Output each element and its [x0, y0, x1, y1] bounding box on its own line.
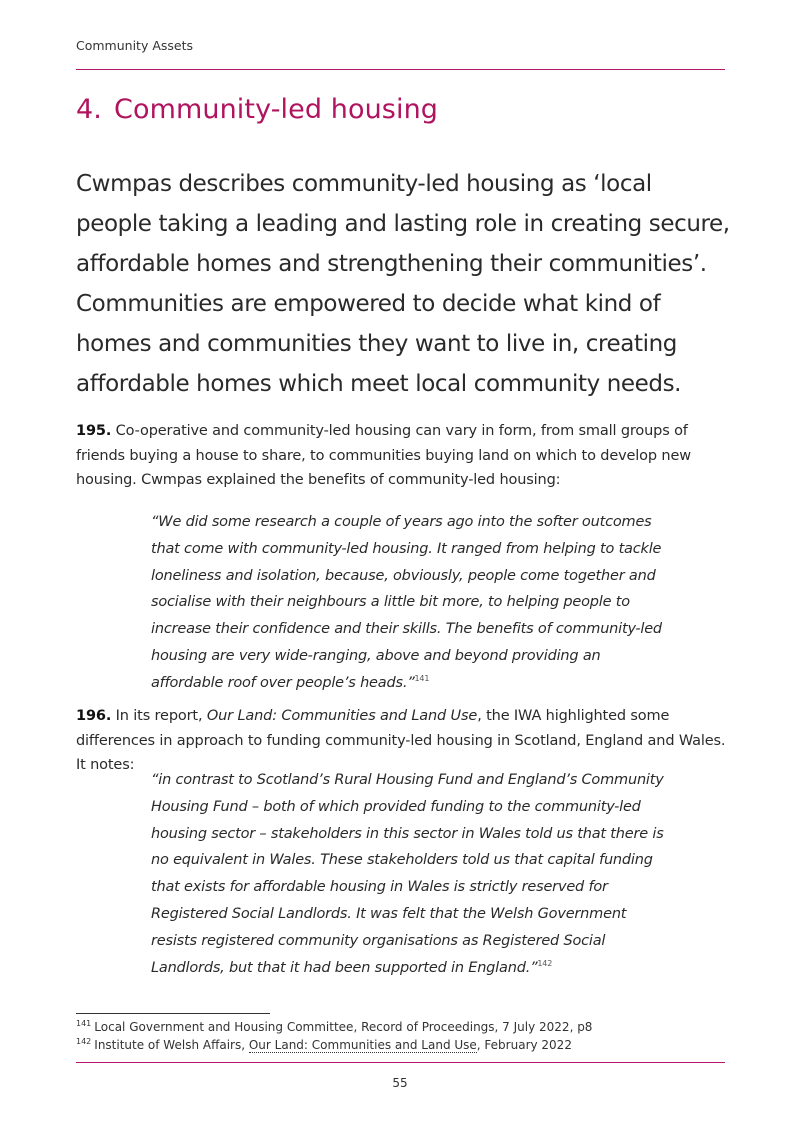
- section-heading: [76, 94, 438, 125]
- running-header: Community Assets: [76, 38, 193, 53]
- footnote-ref[interactable]: 141: [414, 673, 430, 683]
- section-title: Community-led housing: [114, 94, 439, 125]
- footnote-number: 142: [76, 1037, 92, 1046]
- lead-paragraph: Cwmpas describes community-led housing as ‘local people taking a leading and lasting role in creating secure, affordable homes and strengthening their communities’. Communities are empowered to decide what kind of homes and communities they want to live in, creating affordable homes which meet local community needs.: [76, 171, 730, 397]
- footnote-text-after: , February 2022: [476, 1038, 572, 1052]
- footnote-text-before: Institute of Welsh Affairs,: [94, 1038, 246, 1052]
- quote-block: [151, 767, 671, 981]
- paragraph-text-after: , the IWA highlighted some differences in approach to funding community-led housing in Scotland, England and Wales. It notes:: [76, 708, 726, 773]
- footnote-142: [76, 1036, 726, 1054]
- footnote-141: [76, 1018, 726, 1036]
- footnote-ref[interactable]: 142: [537, 958, 553, 968]
- footnote-divider: [76, 1013, 270, 1014]
- paragraph-text: Co-operative and community-led housing can vary in form, from small groups of friends buying a house to share, to communities buying land on which to develop new housing. Cwmpas explained the benefits of community-led housing:: [76, 423, 691, 488]
- footnote-link[interactable]: Our Land: Communities and Land Use: [248, 1038, 477, 1052]
- quote-text: “in contrast to Scotland’s Rural Housing Fund and England’s Community Housing Fund – both of which provided funding to the community-led housing sector – stakeholders in this sector in Wales told us that there is no equivalent in Wales. These stakeholders told us that capital funding that exists for affordable housing in Wales is strictly reserved for Registered Social Landlords. It was felt that the Welsh Government resists registered community organisations as Registered Social Landlords, but that it had been supported in England.”: [151, 772, 664, 976]
- footer-divider: [76, 1062, 725, 1063]
- header-divider: [76, 69, 725, 70]
- paragraph-195: [76, 419, 728, 493]
- paragraph-text-before: In its report,: [115, 708, 203, 724]
- footnote-text: Local Government and Housing Committee, Record of Proceedings, 7 July 2022, p8: [94, 1020, 593, 1034]
- footnote-number: 141: [76, 1019, 92, 1028]
- report-title: Our Land: Communities and Land Use: [206, 708, 478, 724]
- paragraph-number: 195.: [76, 423, 112, 439]
- quote-block: [151, 509, 671, 697]
- section-number: 4.: [76, 94, 102, 125]
- footnotes: [76, 1018, 726, 1054]
- paragraph-number: 196.: [76, 708, 112, 724]
- page-number: 55: [392, 1076, 408, 1090]
- quote-text: “We did some research a couple of years ago into the softer outcomes that come with community-led housing. It ranged from helping to tackle loneliness and isolation, because, obviously, people come together and socialise with their neighbours a little bit more, to helping people to increase their confidence and their skills. The benefits of community-led housing are very wide-ranging, above and beyond providing an affordable roof over people’s heads.”: [151, 514, 662, 691]
